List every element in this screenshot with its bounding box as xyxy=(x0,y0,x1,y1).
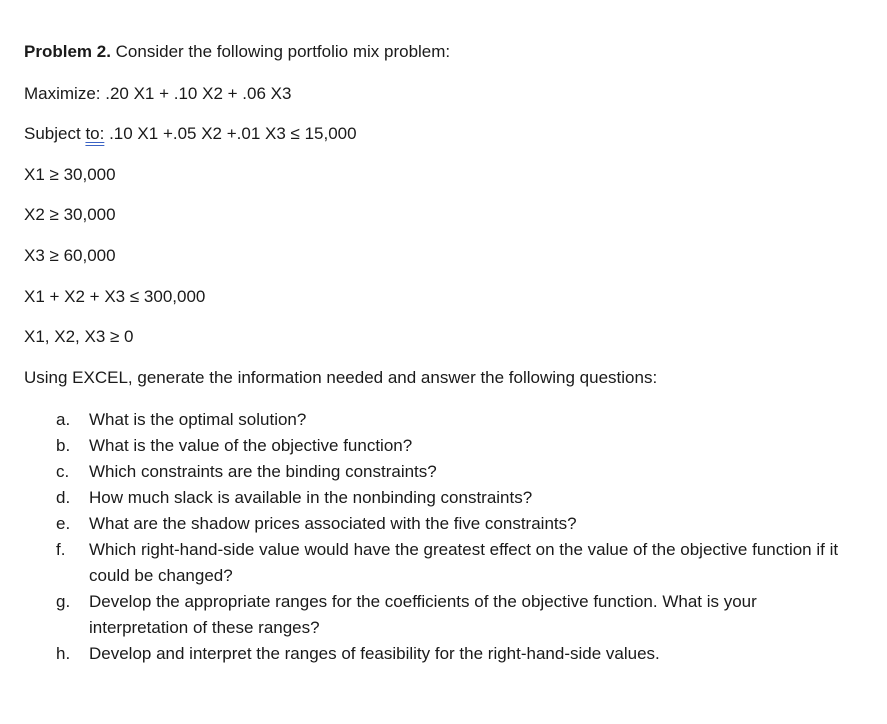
question-letter: c. xyxy=(56,462,70,481)
subject-to-word: to: xyxy=(85,124,105,143)
question-item xyxy=(56,641,856,667)
question-letter: g. xyxy=(56,592,71,611)
instruction-text: Using EXCEL, generate the information needed and answer the following questions: xyxy=(24,368,658,387)
question-item xyxy=(56,537,856,589)
constraint-x2: X2 ≥ 30,000 xyxy=(24,205,116,224)
question-item xyxy=(56,407,856,433)
question-text: Which constraints are the binding constraints? xyxy=(89,462,437,481)
question-list xyxy=(56,407,856,667)
question-text: How much slack is available in the nonbinding constraints? xyxy=(89,488,533,507)
question-letter: b. xyxy=(56,436,71,455)
problem-intro: Consider the following portfolio mix problem: xyxy=(110,42,451,61)
question-text: Develop and interpret the ranges of feasibility for the right-hand-side values. xyxy=(89,644,660,663)
question-text: What are the shadow prices associated with the five constraints? xyxy=(89,514,577,533)
question-item xyxy=(56,485,856,511)
question-letter: d. xyxy=(56,488,71,507)
question-text: Develop the appropriate ranges for the coefficients of the objective function. What is your interpretation of these ranges? xyxy=(89,592,757,637)
question-text: What is the value of the objective function? xyxy=(89,436,413,455)
subject-prefix: Subject xyxy=(24,124,86,143)
question-letter: a. xyxy=(56,410,71,429)
question-text: What is the optimal solution? xyxy=(89,410,307,429)
constraint-total: X1 + X2 + X3 ≤ 300,000 xyxy=(24,287,206,306)
question-letter: f. xyxy=(56,540,66,559)
objective-function: Maximize: .20 X1 + .10 X2 + .06 X3 xyxy=(24,84,292,103)
problem-heading xyxy=(24,42,450,62)
subject-to-line xyxy=(24,124,357,144)
constraint-x3: X3 ≥ 60,000 xyxy=(24,246,116,265)
question-item xyxy=(56,511,856,537)
constraint-x1: X1 ≥ 30,000 xyxy=(24,165,116,184)
main-constraint: .10 X1 +.05 X2 +.01 X3 ≤ 15,000 xyxy=(104,124,357,143)
problem-label: Problem 2. xyxy=(24,42,111,61)
question-letter: e. xyxy=(56,514,71,533)
question-item xyxy=(56,433,856,459)
question-text: Which right-hand-side value would have the greatest effect on the value of the objective function if it could be changed? xyxy=(89,540,839,585)
constraint-nonnegativity: X1, X2, X3 ≥ 0 xyxy=(24,327,134,346)
question-letter: h. xyxy=(56,644,71,663)
question-item xyxy=(56,589,856,641)
question-item xyxy=(56,459,856,485)
